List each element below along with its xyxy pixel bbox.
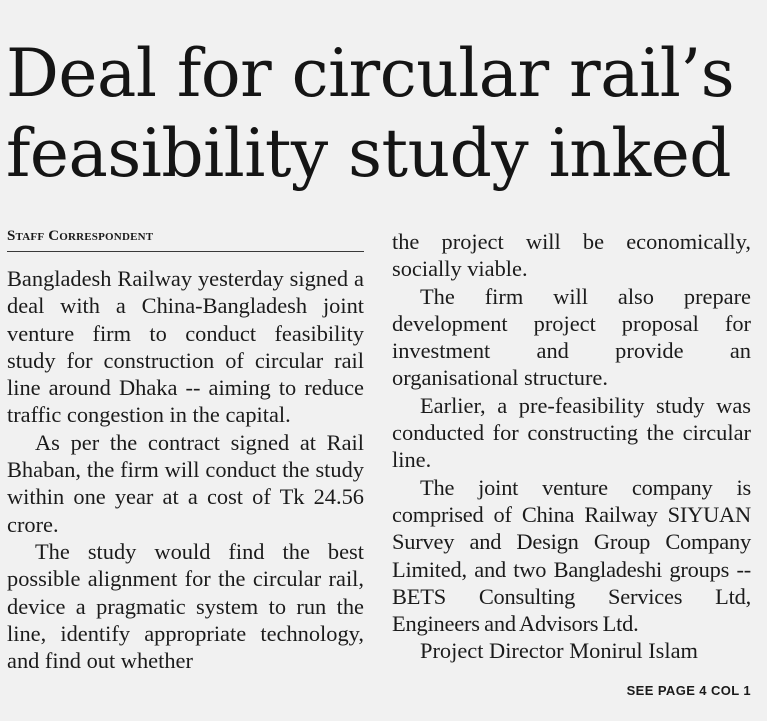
headline — [6, 34, 756, 194]
paragraph: Project Director Monirul Islam — [420, 638, 698, 664]
paragraph: Bangladesh Railway yesterday signed a deal with a China-Bangladesh joint venture firm to conduct feasibility study for construction of circular rail line around Dhaka -- aiming to reduce traffic congestion in the capital. — [7, 266, 364, 428]
headline-line-1: Deal for circular rail’s — [6, 35, 735, 112]
continuation-note: SEE PAGE 4 COL 1 — [626, 683, 751, 698]
paragraph: As per the contract signed at Rail Bhaban, the firm will conduct the study within one year at a cost of Tk 24.56 crore. — [7, 429, 364, 537]
headline-line-2: feasibility study inked — [6, 115, 732, 192]
byline: Staff Correspondent — [7, 228, 364, 252]
paragraph: The firm will also prepare development project proposal for investment and provide an organisational structure. — [392, 283, 751, 391]
left-column — [7, 265, 364, 674]
paragraph: The joint venture company is comprised of China Railway SIYUAN Survey and Design Group Company Limited, and two Bangladeshi groups -- BETS Consulting Services Ltd, Engineers and Advisors Ltd. — [392, 474, 751, 637]
right-column — [392, 228, 751, 665]
paragraph: the project will be economically, socially viable. — [392, 229, 751, 282]
paragraph: The study would find the best possible alignment for the circular rail, device a pragmatic system to run the line, identify appropriate technology, and find out whether — [7, 538, 364, 674]
paragraph: Earlier, a pre-feasibility study was conducted for constructing the circular line. — [392, 392, 751, 473]
